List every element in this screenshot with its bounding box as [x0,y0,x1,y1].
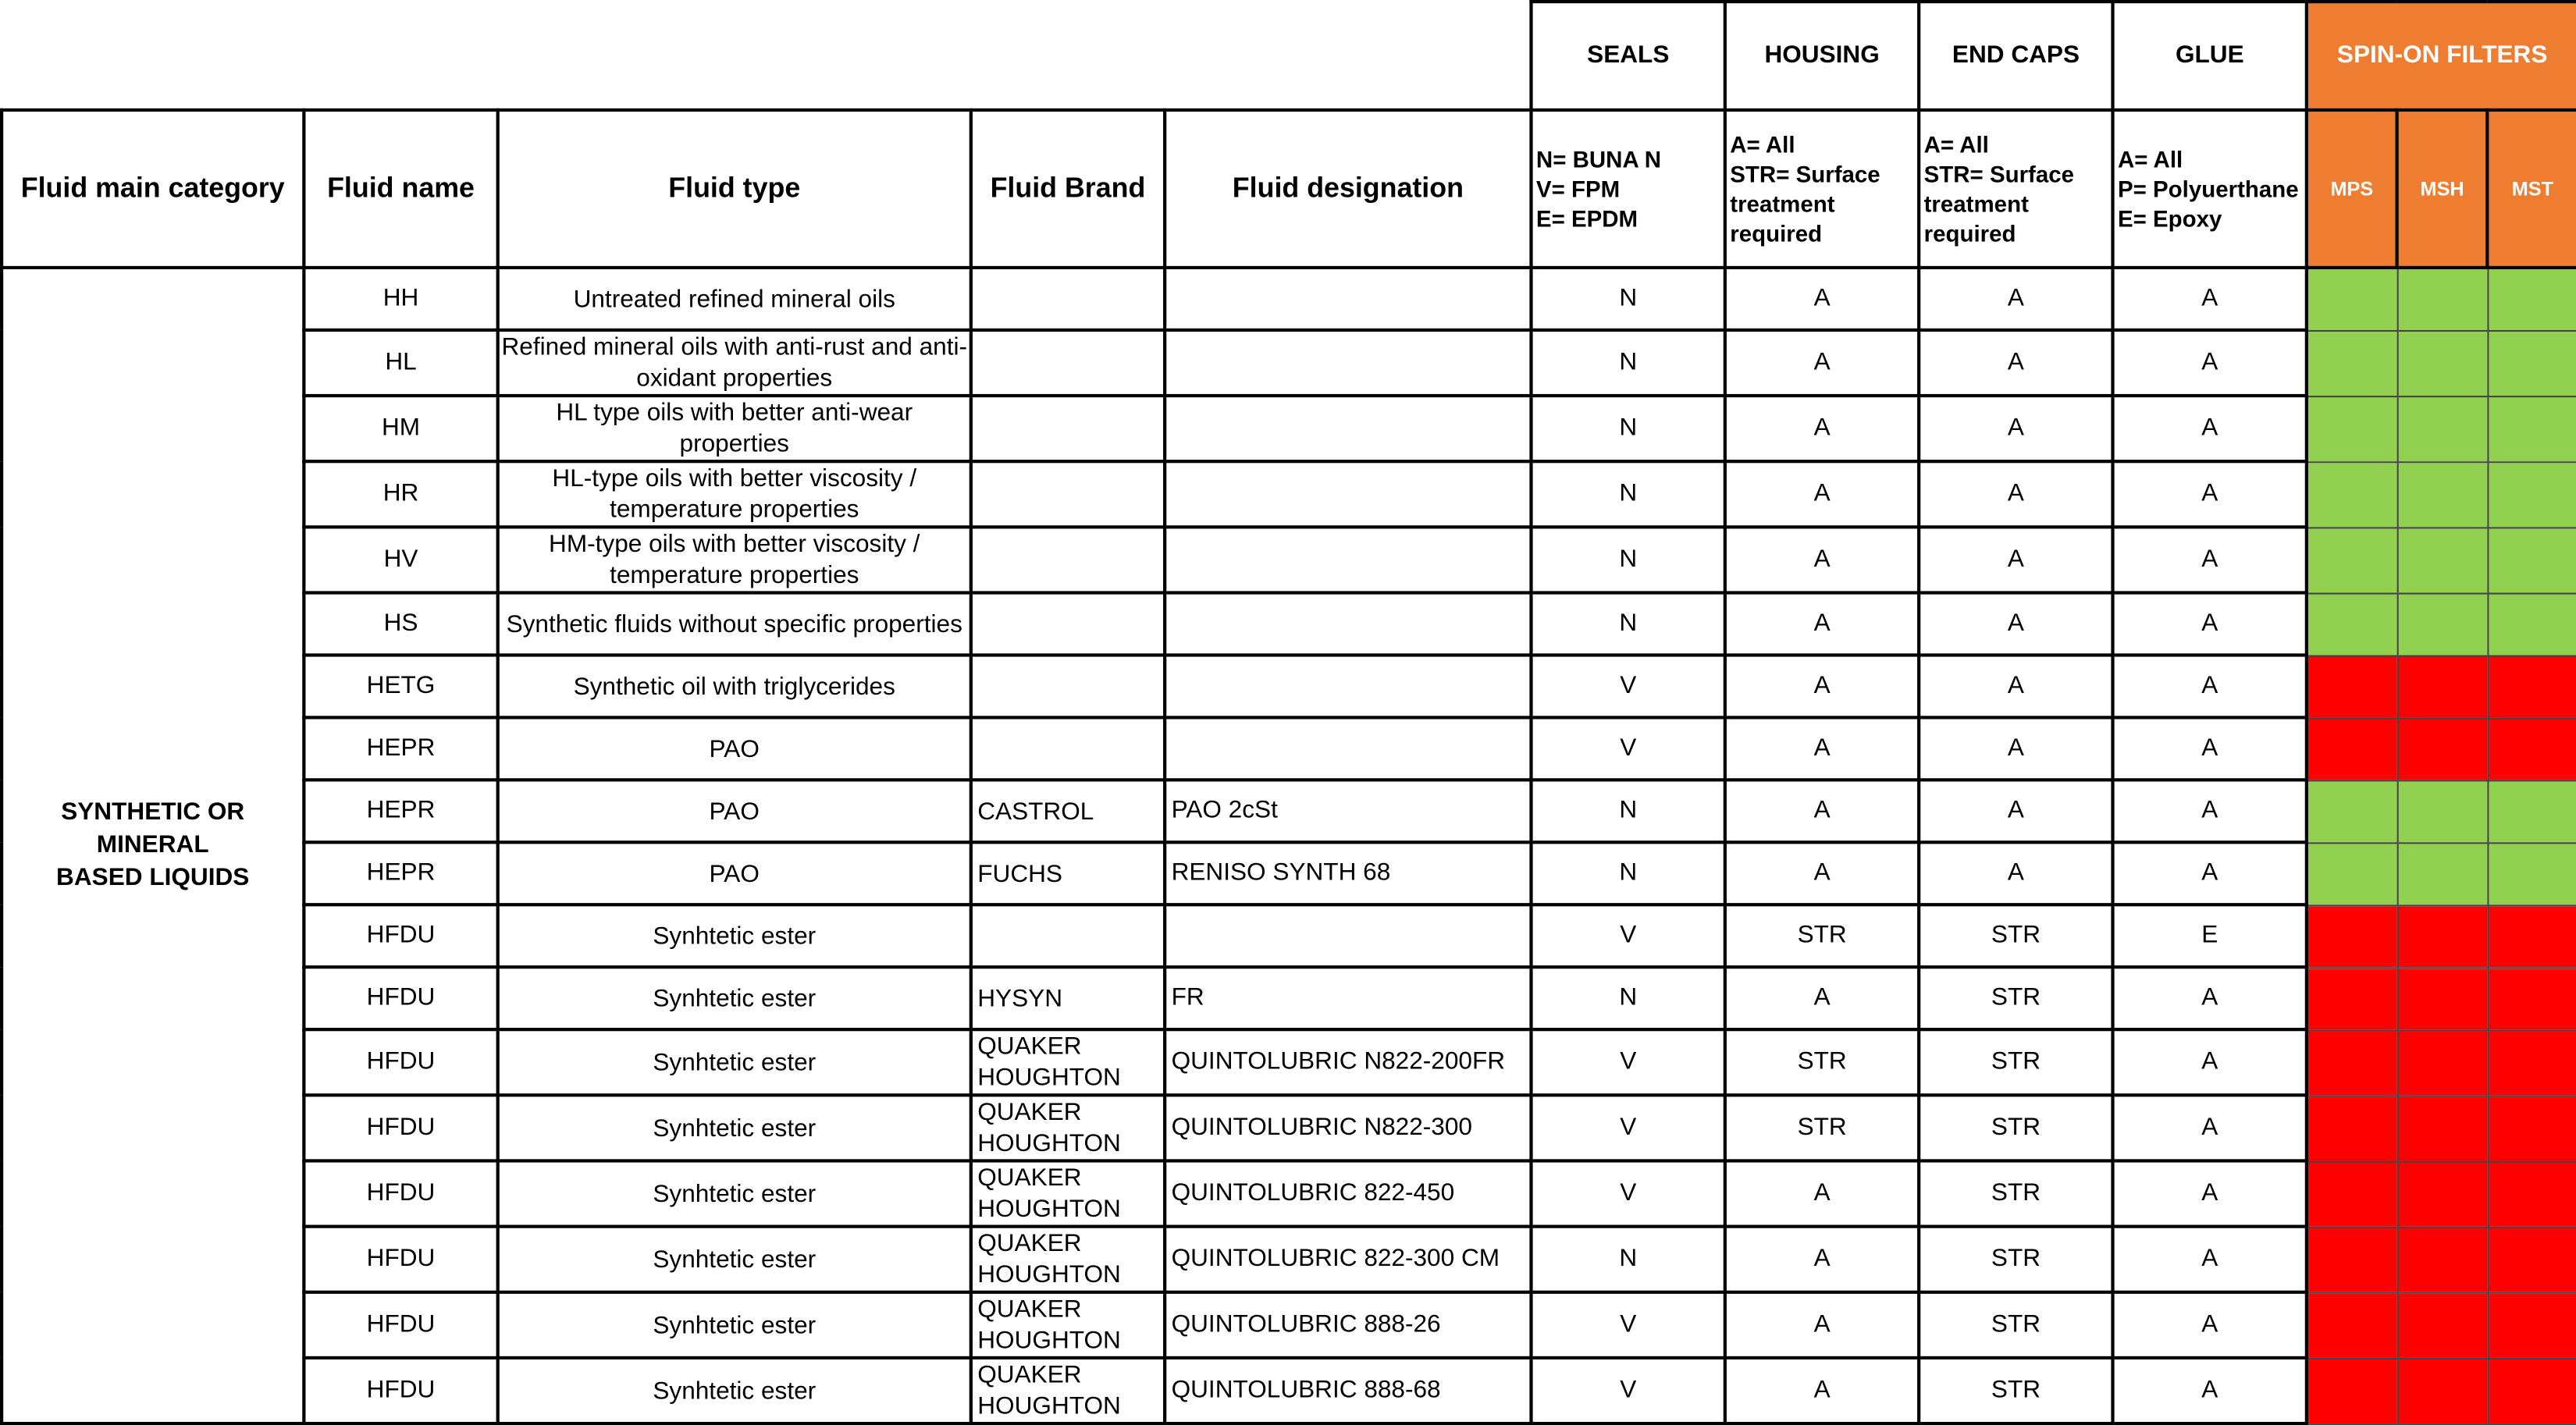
fluid-name-cell: HS [304,593,497,656]
fluid-type-cell: PAO [498,780,971,842]
glue-cell: A [2113,461,2307,527]
msh-status-cell [2397,593,2488,656]
glue-cell: A [2113,527,2307,592]
seals-cell: V [1532,1029,1725,1095]
fluid-designation-cell [1165,655,1531,717]
msh-status-cell [2397,1227,2488,1292]
seals-cell: V [1532,1292,1725,1358]
fluid-type-cell: HL-type oils with better viscosity / temperature properties [498,461,971,527]
fluid-name-cell: HFDU [304,1292,497,1358]
housing-legend: A= All STR= Surface treatment required [1725,110,1919,268]
fluid-designation-cell: PAO 2cSt [1165,780,1531,842]
table-row [2,780,2576,842]
fluid-brand-cell: FUCHS [971,842,1165,904]
fluid-designation-header: Fluid designation [1165,110,1531,268]
table-row [2,655,2576,717]
msh-status-cell [2397,842,2488,904]
housing-cell: A [1725,593,1919,656]
fluid-name-cell: HEPR [304,780,497,842]
mps-status-cell [2307,717,2397,780]
msh-status-cell [2397,904,2488,967]
seals-cell: N [1532,268,1725,330]
glue-cell: A [2113,1029,2307,1095]
mps-status-cell [2307,1029,2397,1095]
fluid-brand-cell [971,330,1165,396]
end-caps-cell: STR [1919,1292,2112,1358]
seals-cell: V [1532,904,1725,967]
blank-corner [2,2,1532,110]
fluid-brand-cell: QUAKER HOUGHTON [971,1160,1165,1226]
mps-status-cell [2307,1358,2397,1423]
table-row [2,593,2576,656]
fluid-type-cell: Synhtetic ester [498,1292,971,1358]
msh-status-cell [2397,1029,2488,1095]
glue-cell: A [2113,1227,2307,1292]
end-caps-cell: A [1919,655,2112,717]
mps-status-cell [2307,904,2397,967]
mst-status-cell [2487,330,2576,396]
fluid-name-cell: HFDU [304,1029,497,1095]
fluid-name-cell: HH [304,268,497,330]
glue-cell: A [2113,593,2307,656]
fluid-designation-cell: QUINTOLUBRIC N822-300 [1165,1095,1531,1160]
fluid-brand-cell [971,461,1165,527]
fluid-brand-cell [971,904,1165,967]
mps-status-cell [2307,593,2397,656]
seals-cell: V [1532,1358,1725,1423]
mps-status-cell [2307,842,2397,904]
msh-status-cell [2397,655,2488,717]
end-caps-legend: A= All STR= Surface treatment required [1919,110,2112,268]
housing-cell: A [1725,527,1919,592]
fluid-designation-cell [1165,593,1531,656]
fluid-name-cell: HL [304,330,497,396]
fluid-designation-cell [1165,527,1531,592]
housing-cell: A [1725,461,1919,527]
fluid-brand-cell [971,268,1165,330]
mps-status-cell [2307,1227,2397,1292]
seals-cell: N [1532,330,1725,396]
seals-header: SEALS [1532,2,1725,110]
mst-status-cell [2487,780,2576,842]
glue-cell: A [2113,780,2307,842]
mst-header: MST [2487,110,2576,268]
seals-cell: V [1532,717,1725,780]
fluid-designation-cell [1165,717,1531,780]
mps-status-cell [2307,967,2397,1029]
msh-status-cell [2397,330,2488,396]
end-caps-cell: A [1919,780,2112,842]
mst-status-cell [2487,527,2576,592]
table-row [2,1029,2576,1095]
table-row [2,1292,2576,1358]
fluid-type-cell: Refined mineral oils with anti-rust and anti-oxidant properties [498,330,971,396]
table-row [2,396,2576,461]
seals-cell: V [1532,655,1725,717]
fluid-main-category-header: Fluid main category [2,110,304,268]
housing-cell: STR [1725,1095,1919,1160]
fluid-name-cell: HEPR [304,717,497,780]
fluid-name-cell: HFDU [304,967,497,1029]
fluid-designation-cell [1165,461,1531,527]
seals-cell: V [1532,1095,1725,1160]
fluid-designation-cell: RENISO SYNTH 68 [1165,842,1531,904]
seals-cell: N [1532,461,1725,527]
housing-cell: A [1725,967,1919,1029]
glue-cell: A [2113,717,2307,780]
glue-cell: A [2113,655,2307,717]
mst-status-cell [2487,717,2576,780]
mst-status-cell [2487,655,2576,717]
seals-cell: V [1532,1160,1725,1226]
fluid-name-cell: HM [304,396,497,461]
msh-header: MSH [2397,110,2488,268]
table-row [2,1358,2576,1423]
housing-cell: A [1725,842,1919,904]
housing-cell: STR [1725,1029,1919,1095]
fluid-designation-cell: QUINTOLUBRIC 822-300 CM [1165,1227,1531,1292]
mst-status-cell [2487,842,2576,904]
fluid-type-cell: Synhtetic ester [498,1227,971,1292]
end-caps-cell: STR [1919,1095,2112,1160]
fluid-name-cell: HR [304,461,497,527]
housing-cell: A [1725,268,1919,330]
housing-header: HOUSING [1725,2,1919,110]
seals-cell: N [1532,593,1725,656]
mps-status-cell [2307,1160,2397,1226]
end-caps-cell: A [1919,461,2112,527]
glue-cell: A [2113,1292,2307,1358]
fluid-name-cell: HETG [304,655,497,717]
mps-status-cell [2307,780,2397,842]
table-row [2,842,2576,904]
glue-cell: A [2113,268,2307,330]
msh-status-cell [2397,1160,2488,1226]
housing-cell: A [1725,1358,1919,1423]
spin-on-filters-header: SPIN-ON FILTERS [2307,2,2576,110]
end-caps-cell: STR [1919,1160,2112,1226]
fluid-type-cell: Synhtetic ester [498,1160,971,1226]
fluid-type-cell: Untreated refined mineral oils [498,268,971,330]
fluid-type-cell: HL type oils with better anti-wear properties [498,396,971,461]
mst-status-cell [2487,593,2576,656]
table-row [2,527,2576,592]
end-caps-cell: A [1919,842,2112,904]
msh-status-cell [2397,461,2488,527]
fluid-designation-cell: FR [1165,967,1531,1029]
mst-status-cell [2487,967,2576,1029]
mst-status-cell [2487,396,2576,461]
housing-cell: A [1725,717,1919,780]
msh-status-cell [2397,1358,2488,1423]
fluid-type-cell: Synhtetic ester [498,967,971,1029]
fluid-brand-cell: QUAKER HOUGHTON [971,1358,1165,1423]
glue-cell: A [2113,1160,2307,1226]
table-row [2,461,2576,527]
mst-status-cell [2487,904,2576,967]
seals-cell: N [1532,1227,1725,1292]
msh-status-cell [2397,967,2488,1029]
end-caps-cell: STR [1919,904,2112,967]
end-caps-cell: STR [1919,1227,2112,1292]
end-caps-cell: STR [1919,1358,2112,1423]
housing-cell: A [1725,1160,1919,1226]
end-caps-cell: STR [1919,967,2112,1029]
fluid-type-cell: Synhtetic ester [498,1029,971,1095]
fluid-type-cell: PAO [498,717,971,780]
glue-cell: A [2113,842,2307,904]
mst-status-cell [2487,1227,2576,1292]
fluid-designation-cell [1165,330,1531,396]
mst-status-cell [2487,1358,2576,1423]
end-caps-cell: A [1919,268,2112,330]
fluid-type-cell: Synhtetic ester [498,904,971,967]
table-row [2,904,2576,967]
end-caps-cell: A [1919,593,2112,656]
msh-status-cell [2397,268,2488,330]
housing-cell: A [1725,780,1919,842]
msh-status-cell [2397,1292,2488,1358]
table-row [2,1160,2576,1226]
mst-status-cell [2487,1029,2576,1095]
table-row [2,1095,2576,1160]
housing-cell: A [1725,655,1919,717]
mps-status-cell [2307,527,2397,592]
fluid-brand-cell [971,593,1165,656]
fluid-type-cell: HM-type oils with better viscosity / temperature properties [498,527,971,592]
top-header-row [2,2,2576,110]
housing-cell: A [1725,1292,1919,1358]
seals-cell: N [1532,842,1725,904]
end-caps-cell: A [1919,527,2112,592]
table-row [2,967,2576,1029]
mps-status-cell [2307,655,2397,717]
msh-status-cell [2397,396,2488,461]
table-row [2,268,2576,330]
mst-status-cell [2487,268,2576,330]
mps-status-cell [2307,1095,2397,1160]
fluid-designation-cell: QUINTOLUBRIC N822-200FR [1165,1029,1531,1095]
seals-cell: N [1532,527,1725,592]
seals-cell: N [1532,967,1725,1029]
fluid-brand-cell [971,396,1165,461]
fluid-brand-cell: HYSYN [971,967,1165,1029]
housing-cell: STR [1725,904,1919,967]
table-row [2,1227,2576,1292]
mps-status-cell [2307,461,2397,527]
seals-cell: N [1532,780,1725,842]
fluid-name-cell: HFDU [304,1095,497,1160]
end-caps-header: END CAPS [1919,2,2112,110]
mps-status-cell [2307,1292,2397,1358]
mps-status-cell [2307,396,2397,461]
msh-status-cell [2397,1095,2488,1160]
mst-status-cell [2487,1160,2576,1226]
msh-status-cell [2397,717,2488,780]
fluid-name-cell: HFDU [304,1358,497,1423]
fluid-type-cell: Synthetic fluids without specific properties [498,593,971,656]
fluid-name-cell: HFDU [304,1227,497,1292]
column-header-row [2,110,2576,268]
glue-cell: A [2113,967,2307,1029]
fluid-brand-cell: QUAKER HOUGHTON [971,1095,1165,1160]
fluid-brand-cell [971,527,1165,592]
fluid-brand-cell: CASTROL [971,780,1165,842]
end-caps-cell: A [1919,330,2112,396]
fluid-main-category-cell: SYNTHETIC OR MINERAL BASED LIQUIDS [2,268,304,1423]
mps-header: MPS [2307,110,2397,268]
glue-header: GLUE [2113,2,2307,110]
fluid-brand-cell [971,717,1165,780]
table-row [2,717,2576,780]
fluid-name-cell: HFDU [304,1160,497,1226]
glue-legend: A= All P= Polyuerthane E= Epoxy [2113,110,2307,268]
fluid-brand-cell: QUAKER HOUGHTON [971,1227,1165,1292]
fluid-name-cell: HFDU [304,904,497,967]
fluid-designation-cell [1165,268,1531,330]
glue-cell: A [2113,396,2307,461]
mst-status-cell [2487,1095,2576,1160]
housing-cell: A [1725,396,1919,461]
fluid-type-cell: Synthetic oil with triglycerides [498,655,971,717]
fluid-name-cell: HEPR [304,842,497,904]
fluid-designation-cell: QUINTOLUBRIC 822-450 [1165,1160,1531,1226]
housing-cell: A [1725,1227,1919,1292]
fluid-name-cell: HV [304,527,497,592]
glue-cell: A [2113,1095,2307,1160]
mps-status-cell [2307,268,2397,330]
glue-cell: A [2113,330,2307,396]
fluid-designation-cell [1165,904,1531,967]
table-row [2,330,2576,396]
fluid-brand-cell: QUAKER HOUGHTON [971,1292,1165,1358]
fluid-designation-cell: QUINTOLUBRIC 888-68 [1165,1358,1531,1423]
fluid-type-header: Fluid type [498,110,971,268]
fluid-designation-cell: QUINTOLUBRIC 888-26 [1165,1292,1531,1358]
glue-cell: E [2113,904,2307,967]
glue-cell: A [2113,1358,2307,1423]
fluid-designation-cell [1165,396,1531,461]
fluid-type-cell: Synhtetic ester [498,1358,971,1423]
end-caps-cell: A [1919,396,2112,461]
fluid-brand-header: Fluid Brand [971,110,1165,268]
end-caps-cell: A [1919,717,2112,780]
end-caps-cell: STR [1919,1029,2112,1095]
seals-cell: N [1532,396,1725,461]
seals-legend: N= BUNA N V= FPM E= EPDM [1532,110,1725,268]
msh-status-cell [2397,527,2488,592]
fluid-type-cell: Synhtetic ester [498,1095,971,1160]
fluid-brand-cell [971,655,1165,717]
fluid-type-cell: PAO [498,842,971,904]
mst-status-cell [2487,1292,2576,1358]
mps-status-cell [2307,330,2397,396]
mst-status-cell [2487,461,2576,527]
fluid-brand-cell: QUAKER HOUGHTON [971,1029,1165,1095]
msh-status-cell [2397,780,2488,842]
housing-cell: A [1725,330,1919,396]
fluid-name-header: Fluid name [304,110,497,268]
